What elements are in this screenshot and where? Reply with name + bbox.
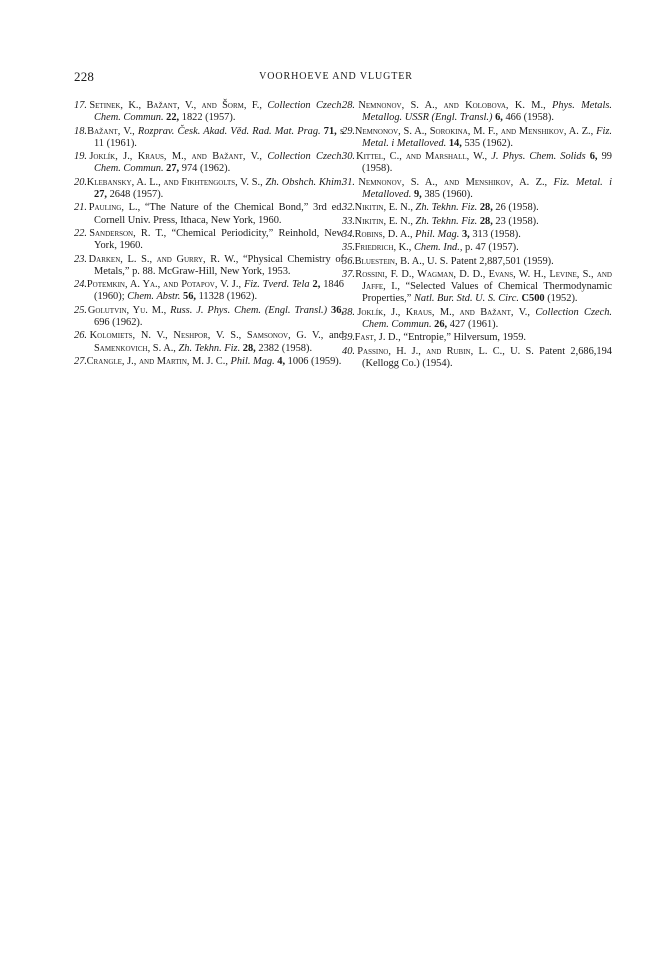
reference-text-segment: Nemnonov, S. A., and Kolobova, K. M., (358, 100, 546, 111)
reference-entry (74, 151, 344, 176)
reference-entry (74, 305, 344, 330)
reference-entry (342, 151, 612, 176)
reference-number: 29. (342, 125, 355, 137)
reference-text-segment: Darken, L. S., and Gurry, R. W., (88, 253, 239, 265)
reference-number: 22. (74, 227, 87, 239)
reference-number: 36. (342, 255, 355, 267)
reference-text-segment: Phys. Metals. Metallog. USSR (Engl. Transl.) (362, 100, 612, 124)
reference-number: 38. (342, 306, 355, 318)
reference-text-segment: C500 (518, 293, 545, 305)
reference-text-segment: Nemnonov, S. A., and Menshikov, A. Z., (358, 176, 548, 188)
reference-text-segment: Crangle, J., and Martin, M. J. C., (86, 355, 228, 367)
reference-text-segment: 385 (1960). (421, 189, 473, 201)
reference-text-segment: Collection Czech. Chem. Commun. (362, 306, 613, 331)
reference-text-segment: G. V., and (290, 330, 344, 342)
reference-number: 26. (74, 330, 87, 342)
reference-text-segment: Setinek, K., Bažant, V., and Šorm, F., (89, 100, 262, 111)
reference-text-segment: Phil. Mag. (412, 228, 460, 240)
reference-text-segment: Fast, J. D., (354, 332, 401, 344)
reference-number: 18. (74, 125, 87, 137)
reference-text-segment: Fiz. Tverd. Tela (241, 279, 310, 291)
reference-number: 17. (74, 100, 87, 111)
reference-text-segment: 56, (180, 291, 196, 303)
reference-text-segment: Chem. Ind., (411, 242, 463, 254)
reference-text-segment: 28, (240, 342, 256, 354)
reference-text-segment: Fiz. Metal. i Metalloved. (362, 125, 612, 149)
reference-number: 39. (342, 332, 355, 344)
reference-entry (342, 332, 612, 344)
reference-text-segment: Rossini, F. D., Wagman, D. D., Evans, W. H., Levine, S., and Jaffe, I., (355, 268, 612, 293)
reference-entry (74, 126, 344, 151)
reference-number: 23. (74, 253, 87, 265)
references-right-column (342, 100, 612, 371)
reference-text-segment: Rozprav. Česk. Akad. Věd. Rad. Mat. Prag. (134, 125, 321, 137)
reference-text-segment: Nikitin, E. N., (354, 215, 413, 227)
reference-entry (74, 330, 344, 355)
reference-entry (342, 100, 612, 125)
reference-number: 40. (342, 345, 355, 357)
reference-number: 30. (342, 151, 355, 163)
reference-text-segment: 99 (1958). (362, 151, 612, 175)
reference-text-segment: 6, (585, 151, 598, 163)
reference-text-segment: Collection Czech. Chem. Commun. (94, 151, 345, 175)
reference-text-segment: Russ. J. Phys. Chem. (Engl. Transl.) (166, 304, 328, 316)
reference-text-segment: 1846 (1960); (94, 279, 344, 303)
reference-text-segment: 1006 (1959). (285, 355, 342, 367)
reference-text-segment: (1952). (544, 293, 578, 305)
reference-number: 25. (74, 304, 87, 316)
reference-number: 33. (342, 215, 355, 227)
reference-entry (342, 269, 612, 306)
reference-text-segment: 535 (1962). (461, 137, 513, 149)
reference-entry (342, 177, 612, 202)
reference-text-segment: “Entropie,” Hilversum, 1959. (400, 332, 526, 344)
reference-entry (342, 126, 612, 151)
reference-text-segment: 36, (327, 304, 344, 316)
reference-text-segment: Fiz. Metal. i Metalloved. (362, 176, 612, 201)
reference-text-segment: 974 (1962). (179, 163, 231, 175)
reference-text-segment: 6, (492, 112, 503, 124)
reference-text-segment: 2382 (1958). (255, 342, 313, 354)
reference-text-segment: Potemkin, A. Ya., and Potapov, V. J., (86, 279, 242, 291)
reference-text-segment: Bluestein, B. A., (354, 255, 425, 267)
reference-text-segment: Nemnonov, S. A., Sorokina, M. F., and Menshikov, A. Z., (354, 125, 594, 137)
reference-number: 24. (74, 279, 87, 291)
reference-text-segment: 4, (274, 355, 286, 367)
reference-text-segment: Kolomiets, N. V., Neshpor, V. S., Samsonov, (89, 330, 291, 342)
reference-text-segment: 313 (1958). (469, 228, 521, 240)
reference-text-segment: Zh. Tekhn. Fiz. (175, 342, 241, 354)
reference-entry (342, 256, 612, 268)
reference-number: 37. (342, 268, 355, 280)
reference-text-segment: “Physical Chemistry of Metals,” p. 88. McGraw-Hill, New York, 1953. (94, 253, 344, 277)
reference-text-segment: Zh. Tekhn. Fiz. (412, 202, 478, 214)
reference-number: 31. (342, 176, 355, 188)
reference-text-segment: Sanderson, R. T., (89, 227, 167, 239)
reference-entry (342, 346, 612, 371)
reference-text-segment: 427 (1961). (447, 319, 499, 331)
reference-number: 32. (342, 202, 355, 214)
reference-number: 35. (342, 242, 355, 254)
reference-entry (342, 242, 612, 254)
reference-text-segment: 2648 (1957). (107, 189, 164, 201)
reference-text-segment: 26, (431, 319, 448, 331)
reference-number: 28. (342, 100, 355, 111)
reference-number: 21. (74, 202, 87, 214)
reference-text-segment: 1822 (1957). (179, 112, 236, 124)
reference-entry (74, 228, 344, 253)
reference-text-segment: 466 (1958). (502, 112, 554, 124)
reference-text-segment: Collection Czech. Chem. Commun. (94, 100, 344, 124)
reference-text-segment: 696 (1962). (94, 317, 143, 329)
reference-text-segment: “Selected Values of Chemical Thermodynamic Properties,” (362, 281, 612, 305)
reference-entry (74, 177, 344, 202)
reference-entry (342, 216, 612, 228)
reference-entry (342, 307, 612, 332)
running-head: VOORHOEVE AND VLUGTER (259, 71, 413, 82)
reference-text-segment: Nikitin, E. N., (354, 202, 413, 214)
reference-text-segment: 26 (1958). (492, 202, 539, 214)
reference-text-segment: U. S. Patent 2,686,194 (Kellogg Co.) (1954). (362, 345, 612, 369)
reference-entry (74, 100, 344, 125)
reference-text-segment: 23 (1958). (492, 215, 539, 227)
reference-text-segment: 71, (320, 125, 337, 137)
reference-number: 27. (74, 355, 87, 367)
reference-text-segment: Bažant, V., (87, 125, 135, 137)
page-number: 228 (74, 69, 95, 84)
reference-entry (74, 279, 344, 304)
reference-entry (342, 202, 612, 214)
reference-text-segment: Phil. Mag. (227, 355, 275, 367)
reference-text-segment: J. Phys. Chem. Solids (487, 151, 586, 163)
reference-text-segment: 27, (163, 163, 180, 175)
reference-text-segment: Joklík, J., Kraus, M., and Bažant, V., (357, 306, 530, 318)
reference-text-segment: Chem. Abstr. (124, 291, 181, 303)
reference-text-segment: Natl. Bur. Std. U. S. Circ. (411, 293, 519, 305)
reference-text-segment: 28, (477, 202, 493, 214)
reference-text-segment: 11328 (1962). (196, 291, 258, 303)
reference-text-segment: 22, (163, 112, 180, 124)
reference-text-segment: Klebansky, A. L., and Fikhtengolts, V. S., (86, 176, 263, 188)
reference-text-segment: Friedrich, K., (354, 242, 412, 254)
reference-text-segment: 14, (446, 137, 462, 149)
reference-entry (74, 202, 344, 227)
reference-text-segment: Passino, H. J., and Rubin, L. C., (357, 345, 505, 357)
reference-number: 34. (342, 228, 355, 240)
reference-text-segment: 2, (309, 279, 321, 291)
reference-text-segment: U. S. Patent 2,887,501 (1959). (424, 255, 554, 267)
reference-text-segment: 3, (459, 228, 470, 240)
reference-number: 20. (74, 176, 87, 188)
reference-text-segment: 28, (477, 215, 493, 227)
reference-text-segment: Robins, D. A., (354, 228, 413, 240)
reference-text-segment: s 11 (1961). (94, 125, 344, 149)
reference-entry (74, 254, 344, 279)
reference-text-segment: “Chemical Periodicity,” Reinhold, New York, 1960. (94, 227, 345, 252)
reference-entry (342, 229, 612, 241)
reference-text-segment: Golutvin, Yu. M., (87, 304, 167, 316)
reference-text-segment: 27, (94, 189, 107, 201)
reference-text-segment: Pauling, L., (88, 202, 141, 214)
reference-text-segment: p. 47 (1957). (462, 242, 519, 254)
reference-text-segment: Kittel, C., and Marshall, W., (356, 151, 488, 163)
reference-text-segment: Joklík, J., Kraus, M., and Bažant, V., (89, 151, 262, 163)
reference-number: 19. (74, 151, 87, 163)
reference-entry (74, 356, 344, 368)
references-left-column (74, 100, 344, 369)
reference-text-segment: Zh. Tekhn. Fiz. (412, 215, 478, 227)
reference-text-segment: “The Nature of the Chemical Bond,” 3rd ed. Cornell Univ. Press, Ithaca, New York, 1960. (94, 202, 344, 226)
reference-text-segment: 9, (411, 189, 422, 201)
reference-text-segment: Zh. Obshch. Khim. (262, 176, 344, 188)
reference-text-segment: Samenkovich, S. A., (94, 342, 176, 354)
